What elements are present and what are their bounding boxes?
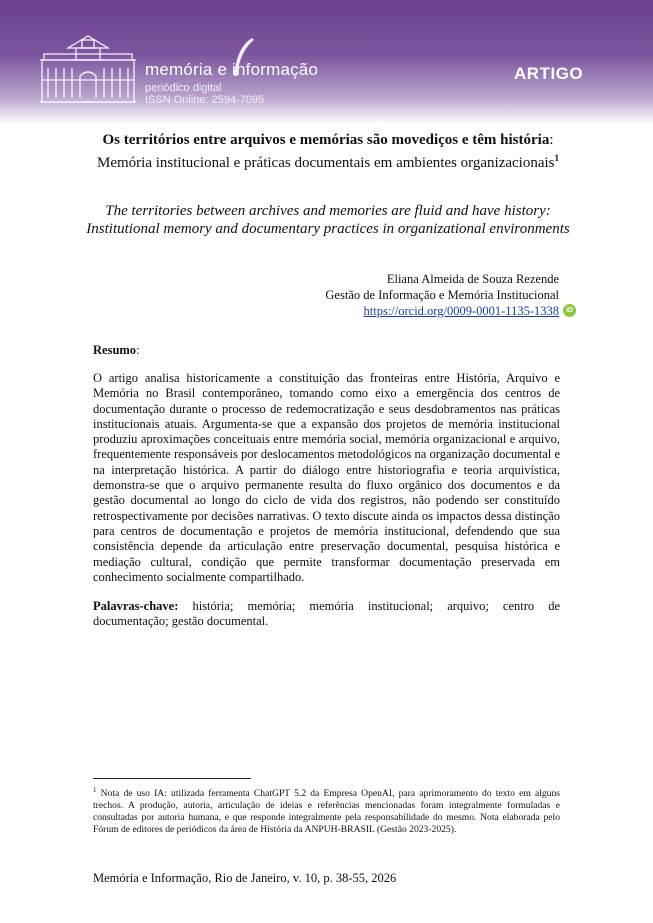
orcid-icon[interactable]: iD [563,304,576,317]
footnote-marker: 1 [93,786,97,794]
keywords [93,599,560,630]
footnote [93,785,560,835]
abstract-heading-colon: : [136,343,140,357]
english-title: The territories between archives and memories are fluid and have history: Institutional memory and documentary practices in organizational environments [86,203,570,237]
journal-subtitle [145,82,264,106]
journal-issn: ISSN Online: 2594-7095 [145,94,265,106]
title-colon: : [549,132,554,148]
footnote-text: Nota de uso IA: utilizada ferramenta ChatGPT 5.2 da Empresa OpenAI, para aprimoramento do texto em alguns trechos. A produção, autoria, articulação de ideias e referências mencionadas foram integralmente formuladas e consultadas por autoria humana, e que responde integralmente pela responsabilidade do mesmo. Nota elaborada pelo Fórum de editores de periódicos da área de História da ANPUH-BRASIL (Gestão 2023-2025). [93,788,560,835]
section-label: ARTIGO [514,64,584,83]
title-main: Os territórios entre arquivos e memórias são movediços e têm história [102,132,550,148]
keywords-text: história; memória; memória institucional; arquivo; centro de documentação; gestão documental. [93,599,560,629]
abstract-text: O artigo analisa historicamente a constituição das fronteiras entre História, Arquivo e Memória no Brasil contemporâneo, tomando como eixo a emergência dos centros de documentação durante o processo de redemocratização e seus desdobramentos nas práticas institucionais atuais. Argumenta-se que a expansão dos projetos de memória institucional produziu aproximações conceituais entre memória social, memória organizacional e arquivo, frequentemente responsáveis por deslocamentos metodológicos na organização documental e na interpretação histórica. A partir do diálogo entre historiografia e teoria arquivística, demonstra-se que o arquivo permanente resulta do fluxo orgânico dos documentos e da gestão documental ao longo do ciclo de vida dos registros, não podendo ser constituído retrospectivamente por decisões narrativas. O texto discute ainda os impactos dessa distinção para centros de documentação e projetos de memória institucional, defendendo que sua consistência depende da articulação entre preservação documental, pesquisa histórica e mediação cultural, condição que permite transformar documentação preservada em conhecimento socialmente compartilhado. [93,371,560,584]
article-title [80,131,576,172]
author-orcid-line [325,303,573,319]
journal-type: periódico digital [145,82,222,94]
author-name: Eliana Almeida de Souza Rezende [386,272,559,286]
page-footer-citation: Memória e Informação, Rio de Janeiro, v. 10, p. 38-55, 2026 [93,871,397,885]
abstract-heading-label: Resumo [93,343,137,357]
building-logo-icon [38,34,138,106]
title-footnote-marker[interactable]: 1 [554,153,559,163]
footnote-divider [93,778,251,779]
journal-name: memória e informação [145,60,319,79]
orcid-link[interactable]: https://orcid.org/0009-0001-1135-1338 [363,304,559,318]
title-subtitle: Memória institucional e práticas documentais em ambientes organizacionais [97,155,555,171]
journal-header [0,0,653,124]
author-affiliation: Gestão de Informação e Memória Institucional [325,288,559,302]
keywords-label: Palavras-chave: [93,599,179,613]
author-block [325,271,573,319]
abstract-heading [93,343,140,358]
